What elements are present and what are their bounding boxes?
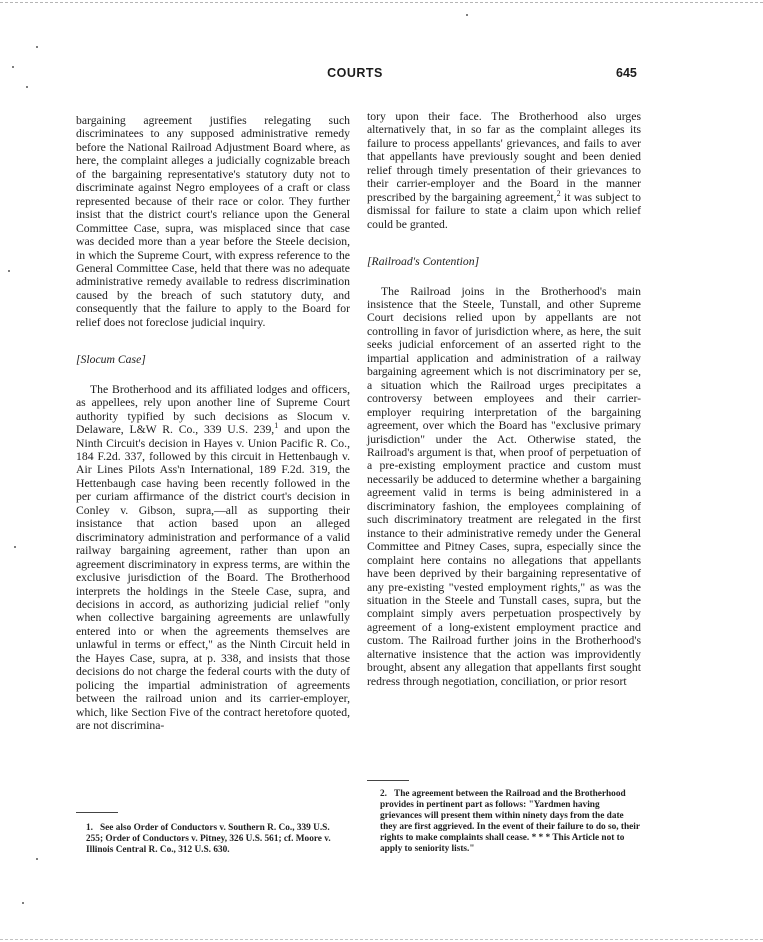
left-paragraph-2-part-a: The Brotherhood and its affiliated lodges and officers, as appellees, rely upon another line of Supreme Court authority typified by such decisions as Slocum v. Delaware, L&W R. Co., 339 U.S. 239, xyxy=(76,382,350,437)
scan-speck xyxy=(466,14,468,16)
right-column xyxy=(367,110,641,688)
footnote-divider-right xyxy=(367,780,409,781)
scan-speck xyxy=(36,46,38,48)
footnote-1-text: See also Order of Conductors v. Southern R. Co., 339 U.S. 255; Order of Conductors v. Pitney, 326 U.S. 561; cf. Moore v. Illinois Central R. Co., 312 U.S. 630. xyxy=(86,823,331,855)
right-paragraph-2: The Railroad joins in the Brotherhood's main insistence that the Steele, Tunstall, and other Supreme Court decisions relied upon by appellants are not controlling in favor of jurisdiction where, as here, the suit seeks judicial enforcement of an asserted right to the impartial application and administration of a railway bargaining agreement which is not discriminatory per se, a situation which the Railroad urges precipitates a controversy between employees and their carrier-employer requiring interpretation of the bargaining agreement, over which the Board has "exclusive primary jurisdiction" under the Act. Otherwise stated, the Railroad's argument is that, when proof of perpetuation of a pre-existing employment practice and custom must necessarily be adduced to determine whether a bargaining agreement valid in terms is being administered in a discriminatory fashion, the employees complaining of such discriminatory treatment are relegated in the first instance to their administrative remedy under the General Committee and Pitney Cases, supra, especially since the complaint here contains no allegations that appellants have been deprived by their bargaining representative of any pre-existing "vested employment rights," as was the situation in the Steele and Tunstall cases, supra, but the complaint simply avers perpetuation prospectively by agreement of a long-existent employment practice and custom. The Railroad further joins in the Brotherhood's alternative insistence that the action was improvidently brought, absent any allegation that appellants first sought redress through negotiation, conciliation, or prior resort xyxy=(367,284,641,688)
right-paragraph-1-part-b: it was subject to dismissal for failure to state a claim upon which relief could be granted. xyxy=(367,190,641,231)
left-paragraph-1: bargaining agreement justifies relegating such discriminatees to any supposed administrative remedy before the National Railroad Adjustment Board where, as here, the complaint alleges a judicially cognizable breach of the bargaining representative's statutory duty not to discriminate against Negro employees of a craft or class represented because of their race or color. They further insist that the district court's reliance upon the General Committee Case, supra, was misplaced since that case was decided more than a year before the Steele decision, in which the Supreme Court, with express reference to the General Committee Case, held that there was no adequate administrative remedy available to redress discrimination caused by the breach of such statutory duty, and consequently that the failure to apply to the Board for relief does not foreclose judicial inquiry. xyxy=(76,114,350,329)
left-paragraph-2-part-b: and upon the Ninth Circuit's decision in Hayes v. Union Pacific R. Co., 184 F.2d. 337, followed by this circuit in Hettenbaugh v. Air Lines Pilots Ass'n International, 189 F.2d. 319, the Hettenbaugh case having been recently followed in the per curiam affirmance of the district court's decision in Conley v. Gibson, supra,—all as supporting their insistance that action based upon an alleged discriminatory administration and performance of a valid railway bargaining agreement, rather than upon an agreement discriminatory in express terms, are within the exclusive jurisdiction of the Board. The Brotherhood interprets the holdings in the Steele Case, supra, and decisions in accord, as authorizing judicial relief "only when collective bargaining agreements are unlawfully entered into or when the agreements themselves are unlawful in terms or effect," as the Ninth Circuit held in the Hayes Case, supra, at p. 338, and insists that those decisions do not charge the federal courts with the duty of policing the impartial administration of agreements between the railroad union and its carrier-employer, which, like Section Five of the contract heretofore quoted, are not discrimina- xyxy=(76,423,350,733)
scan-speck xyxy=(22,902,24,904)
footnote-1-number: 1. xyxy=(86,823,93,833)
footnote-2-text: The agreement between the Railroad and the Brotherhood provides in pertinent part as follows: "Yardmen having grievances will present them within ninety days from the date they are first aggrieved. In the event of their failure to do so, their rights to make complaints shall cease. * * * This Article not to apply to seniority lists." xyxy=(380,789,640,854)
footnote-divider-left xyxy=(76,812,118,813)
top-scan-border xyxy=(0,2,763,3)
footnote-2-number: 2. xyxy=(380,789,387,799)
scan-speck xyxy=(8,270,10,272)
footnote-1 xyxy=(86,823,348,856)
scan-speck xyxy=(12,66,14,68)
section-heading-railroads-contention: [Railroad's Contention] xyxy=(367,255,480,269)
left-column xyxy=(76,114,350,732)
left-paragraph-2 xyxy=(76,383,350,733)
right-paragraph-1 xyxy=(367,110,641,231)
section-heading-slocum-case: [Slocum Case] xyxy=(76,353,146,367)
scan-speck xyxy=(36,858,38,860)
scan-speck xyxy=(26,86,28,88)
running-header xyxy=(0,66,763,86)
footnote-2 xyxy=(380,789,642,855)
page-title: COURTS xyxy=(327,66,383,80)
right-paragraph-1-part-a: tory upon their face. The Brotherhood also urges alternatively that, in so far as the complaint alleges its failure to process appellants' grievances, and fails to aver that appellants have previously sought and been denied relief through timely presentation of their grievances to their carrier-employer and the Board in the manner prescribed by the bargaining agreement, xyxy=(367,110,641,204)
bottom-scan-border xyxy=(0,939,763,940)
page-number: 645 xyxy=(616,66,637,80)
footnote-ref-1[interactable]: 1 xyxy=(274,421,279,431)
scan-speck xyxy=(14,546,16,548)
footnote-ref-2[interactable]: 2 xyxy=(556,188,561,198)
